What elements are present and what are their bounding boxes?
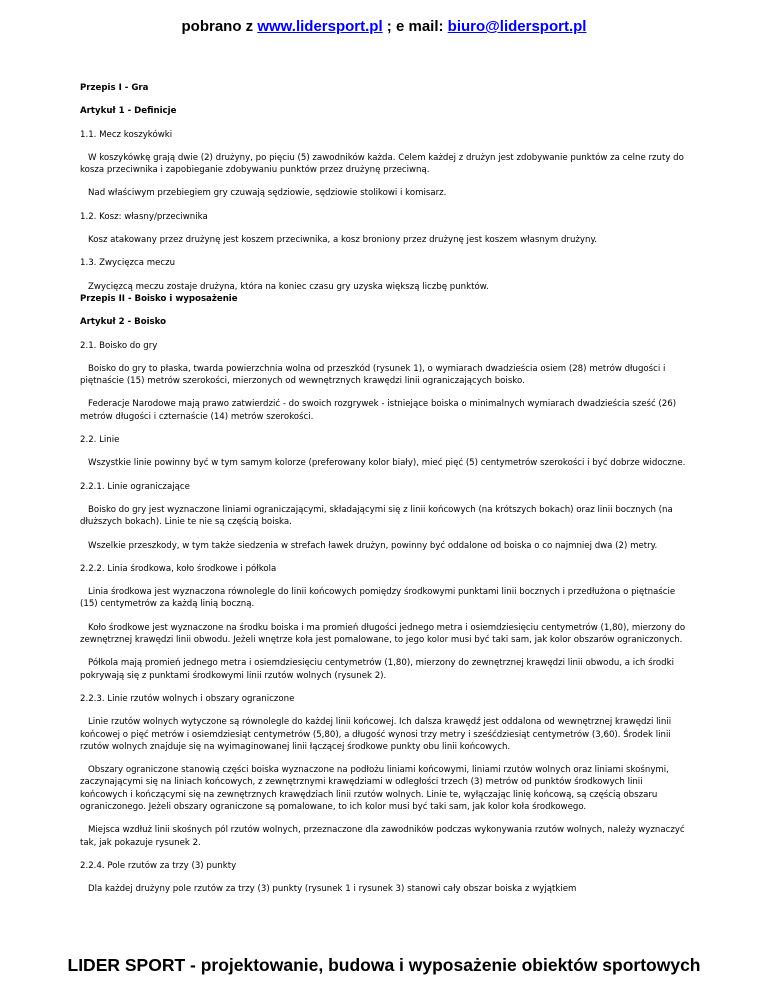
paragraph: Wszystkie linie powinny być w tym samym kolorze (preferowany kolor biały), mieć pięć (5) centymetrów szerokości i być dobrze widoczne. (88, 458, 686, 469)
paragraph: Nad właściwym przebiegiem gry czuwają sędziowie, sędziowie stolikowi i komisarz. (88, 188, 447, 199)
paragraph: Boisko do gry jest wyznaczone liniami ograniczającymi, składającymi się z linii końcowych (na krótszych bokach) oraz linii bocznych (na dłuższych bokach). Linie te nie są częścią boiska. (80, 504, 673, 528)
paragraph: Linie rzutów wolnych wytyczone są równolegle do każdej linii końcowej. Ich dalsza krawędź jest oddalona od wewnętrznej krawędzi linii końcowej o pięć metrów i osiemdziesiąt centymetrów (5,80), a długość wynosi trzy metry i sześćdziesiąt centymetrów (3,60). Środek linii rzutów wolnych znajduje się na wyimaginowanej linii łączącej środkowe punkty obu linii końcowych. (80, 717, 672, 752)
paragraph: Linia środkowa jest wyznaczona równolegle do linii końcowych pomiędzy środkowymi punktami linii bocznych i przedłużona o piętnaście (15) centymetrów za każdą linią boczną. (80, 587, 676, 610)
article-title: Artykuł 1 - Definicje (80, 106, 177, 117)
subsection-title: 2.2.4. Pole rzutów za trzy (3) punkty (80, 860, 237, 871)
document-body (80, 82, 692, 906)
subsection-title: 2.2.1. Linie ograniczające (80, 481, 190, 492)
paragraph: Półkola mają promień jednego metra i osiemdziesięciu centymetrów (1,80), mierzony do zewnętrznej krawędzi linii obwodu, a ich środki pokrywają się z punktami środkowymi linii rzutów wolnych (rysunek 2). (80, 658, 674, 681)
paragraph: Dla każdej drużyny pole rzutów za trzy (3) punkty (rysunek 1 i rysunek 3) stanowi cały obszar boiska z wyjątkiem (88, 884, 577, 895)
header-middle: ; e mail: (382, 18, 448, 35)
paragraph: Obszary ograniczone stanowią części boiska wyznaczone na podłożu liniami końcowymi, liniami rzutów wolnych oraz liniami skośnymi, zaczynającymi się na liniach końcowych, z zewnętrznymi krawędziami w odległości trzech (3) metrów od punktów środkowych linii końcowych i kończącymi się na zewnętrznych krawędziach linii rzutów wolnych. Linie te, wyłączając linię końcową, są częścią obszaru ograniczonego. Jeżeli obszary ograniczone są pomalowane, to ich kolor musi być taki sam, jak kolor koła środkowego. (80, 765, 669, 812)
paragraph: Zwycięzcą meczu zostaje drużyna, która na koniec czasu gry uzyska większą liczbę punktów. (88, 281, 489, 292)
site-link[interactable]: www.lidersport.pl (257, 18, 383, 35)
article-title: Artykuł 2 - Boisko (80, 317, 167, 328)
header-prefix: pobrano z (181, 18, 258, 35)
paragraph: Federacje Narodowe mają prawo zatwierdzić - do swoich rozgrywek - istniejące boiska o minimalnych wymiarach dwadzieścia sześć (26) metrów długości i czternaście (14) metrów szerokości. (80, 399, 677, 422)
paragraph: Koło środkowe jest wyznaczone na środku boiska i ma promień długości jednego metra i osiemdziesięciu centymetrów (1,80), mierzony do zewnętrznej krawędzi linii obwodu. Jeżeli wnętrze koła jest pomalowane, to jego kolor musi być taki sam, jak kolor obszarów ograniczonych. (80, 622, 686, 646)
paragraph: Miejsca wzdłuż linii skośnych pól rzutów wolnych, przeznaczone dla zawodników podczas wykonywania rzutów wolnych, należy wyznaczyć tak, jak pokazuje rysunek 2. (80, 825, 685, 848)
paragraph: Kosz atakowany przez drużynę jest koszem przeciwnika, a kosz broniony przez drużynę jest koszem własnym drużyny. (88, 235, 598, 246)
subsection-title: 1.2. Kosz: własny/przeciwnika (80, 211, 208, 222)
paragraph: W koszykówkę grają dwie (2) drużyny, po pięciu (5) zawodników każda. Celem każdej z drużyn jest zdobywanie punktów za celne rzuty do kosza przeciwnika i zapobieganie zdobywaniu punktów przez drużynę przeciwną. (80, 152, 684, 176)
subsection-title: 1.3. Zwycięzca meczu (80, 258, 176, 269)
section-title: Przepis II - Boisko i wyposażenie (80, 293, 238, 304)
page-header (0, 18, 768, 35)
subsection-title: 2.2. Linie (80, 435, 120, 446)
subsection-title: 2.1. Boisko do gry (80, 340, 158, 351)
page-footer: LIDER SPORT - projektowanie, budowa i wyposażenie obiektów sportowych (67, 955, 701, 975)
paragraph: Wszelkie przeszkody, w tym także siedzenia w strefach ławek drużyn, powinny być oddalone od boiska o co najmniej dwa (2) metry. (88, 540, 658, 551)
subsection-title: 2.2.2. Linia środkowa, koło środkowe i półkola (80, 563, 277, 574)
paragraph: Boisko do gry to płaska, twarda powierzchnia wolna od przeszkód (rysunek 1), o wymiarach dwadzieścia osiem (28) metrów długości i piętnaście (15) metrów szerokości, mierzonych od wewnętrznych krawędzi linii ograniczających boisko. (80, 363, 666, 387)
subsection-title: 2.2.3. Linie rzutów wolnych i obszary ograniczone (80, 693, 295, 704)
subsection-title: 1.1. Mecz koszykówki (80, 129, 173, 140)
section-title: Przepis I - Gra (80, 83, 149, 93)
email-link[interactable]: biuro@lidersport.pl (447, 18, 587, 35)
